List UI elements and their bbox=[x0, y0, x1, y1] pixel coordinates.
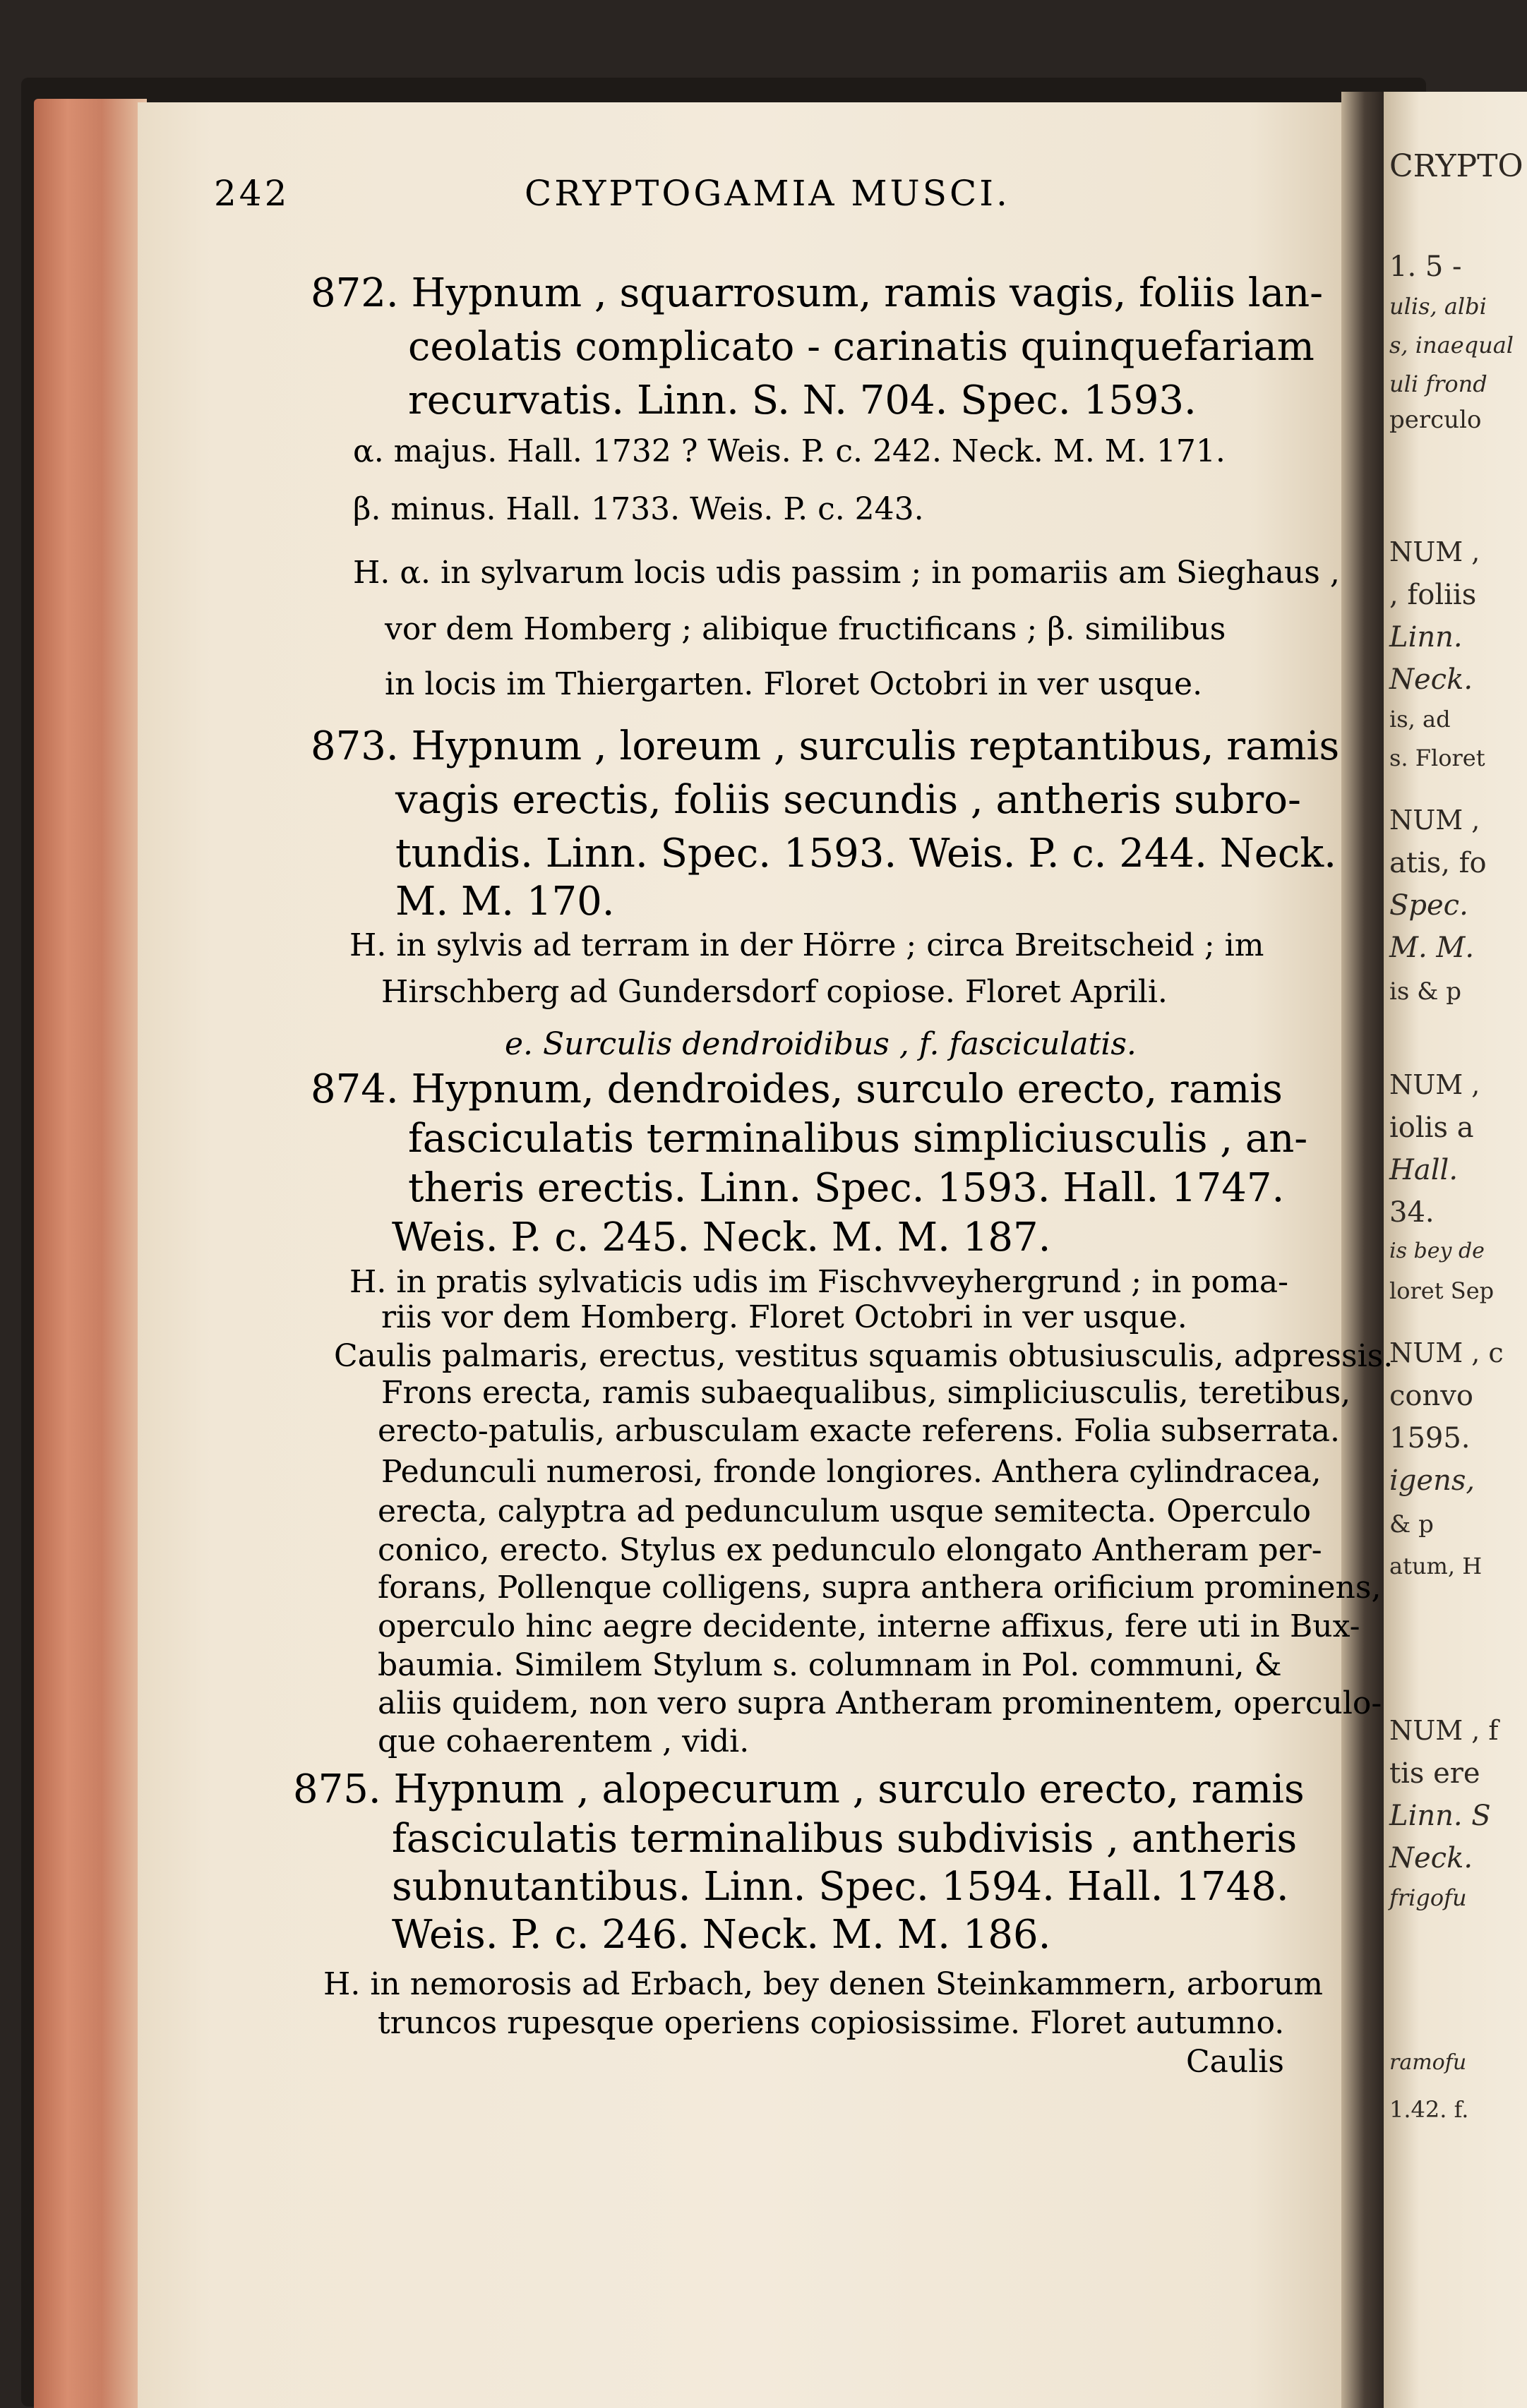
right-page-line: is, ad bbox=[1389, 706, 1451, 733]
right-page-line: tis ere bbox=[1389, 1757, 1480, 1790]
description-line: erecto-patulis, arbusculam exacte referens. Folia subserrata. bbox=[378, 1413, 1340, 1449]
running-title: CRYPTOGAMIA MUSCI. bbox=[525, 173, 1010, 214]
description-line: aliis quidem, non vero supra Antheram prominentem, operculo- bbox=[378, 1685, 1382, 1721]
right-page-line: Spec. bbox=[1389, 889, 1468, 922]
right-page-line: s, inaequal bbox=[1389, 332, 1514, 359]
right-page-line: NUM , bbox=[1389, 536, 1480, 567]
right-page-line: NUM , c bbox=[1389, 1337, 1504, 1368]
entry-873-line-4: M. M. 170. bbox=[395, 879, 615, 925]
entry-874-line-2: fasciculatis terminalibus simpliciusculis , an- bbox=[408, 1116, 1308, 1162]
habitat-line: H. in sylvis ad terram in der Hörre ; circa Breitscheid ; im bbox=[349, 927, 1264, 963]
right-page-line: atum, H bbox=[1389, 1553, 1483, 1579]
variety-beta: β. minus. Hall. 1733. Weis. P. c. 243. bbox=[353, 491, 924, 527]
right-page-line: CRYPTO bbox=[1389, 148, 1523, 184]
right-page-line: is & p bbox=[1389, 977, 1461, 1006]
right-page-fragment bbox=[1384, 92, 1527, 2408]
book-gutter bbox=[1341, 92, 1384, 2408]
entry-874-line-1: 874. Hypnum, dendroides, surculo erecto, ramis bbox=[311, 1066, 1283, 1112]
variety-alpha: α. majus. Hall. 1732 ? Weis. P. c. 242. Neck. M. M. 171. bbox=[353, 433, 1226, 469]
right-page-line: perculo bbox=[1389, 406, 1482, 434]
description-line: baumia. Similem Stylum s. columnam in Pol. communi, & bbox=[378, 1647, 1282, 1683]
page-edges bbox=[34, 99, 147, 2408]
description-line: erecta, calyptra ad pedunculum usque semitecta. Operculo bbox=[378, 1493, 1312, 1529]
habitat-line: Hirschberg ad Gundersdorf copiose. Floret Aprili. bbox=[381, 974, 1168, 1010]
right-page-line: convo bbox=[1389, 1380, 1473, 1412]
right-page-line: loret Sep bbox=[1389, 1277, 1495, 1304]
right-page-line: Linn. bbox=[1389, 621, 1463, 654]
right-page-line: Neck. bbox=[1389, 1842, 1473, 1874]
habitat-line: in locis im Thiergarten. Floret Octobri in ver usque. bbox=[385, 666, 1203, 702]
right-page-line: Neck. bbox=[1389, 663, 1473, 696]
description-line: conico, erecto. Stylus ex pedunculo elongato Antheram per- bbox=[378, 1532, 1322, 1568]
entry-872-line-1: 872. Hypnum , squarrosum, ramis vagis, foliis lan- bbox=[311, 270, 1324, 316]
entry-874-line-3: theris erectis. Linn. Spec. 1593. Hall. 1747. bbox=[408, 1165, 1285, 1211]
description-line: que cohaerentem , vidi. bbox=[378, 1723, 750, 1759]
right-page-line: 34. bbox=[1389, 1196, 1435, 1229]
right-page-line: igens, bbox=[1389, 1464, 1475, 1497]
entry-872-line-2: ceolatis complicato - carinatis quinquefariam bbox=[408, 324, 1315, 370]
entry-875-line-1: 875. Hypnum , alopecurum , surculo erecto, ramis bbox=[293, 1766, 1305, 1812]
right-page-line: uli frond bbox=[1389, 371, 1487, 397]
right-page-line: Linn. S bbox=[1389, 1800, 1491, 1832]
right-page-line: frigofu bbox=[1389, 1884, 1467, 1911]
right-page-line: 1. 5 - bbox=[1389, 251, 1462, 283]
right-page-line: Hall. bbox=[1389, 1154, 1459, 1186]
entry-875-line-2: fasciculatis terminalibus subdivisis , antheris bbox=[392, 1816, 1298, 1862]
entry-873-line-2: vagis erectis, foliis secundis , antheris subro- bbox=[395, 777, 1301, 823]
right-page-line: ramofu bbox=[1389, 2050, 1467, 2075]
habitat-line: truncos rupesque operiens copiosissime. Floret autumno. bbox=[378, 2005, 1285, 2041]
right-page-line: ulis, albi bbox=[1389, 293, 1487, 320]
page-number: 242 bbox=[214, 173, 290, 214]
right-page-line: s. Floret bbox=[1389, 745, 1485, 771]
right-page-line: NUM , bbox=[1389, 805, 1480, 836]
habitat-line: H. α. in sylvarum locis udis passim ; in pomariis am Sieghaus , bbox=[353, 555, 1340, 591]
habitat-line: vor dem Homberg ; alibique fructificans ; β. similibus bbox=[385, 611, 1226, 647]
right-page-line: atis, fo bbox=[1389, 847, 1487, 879]
description-line: Frons erecta, ramis subaequalibus, simpliciusculis, teretibus, bbox=[381, 1375, 1351, 1411]
right-page-line: M. M. bbox=[1389, 932, 1475, 964]
habitat-line: H. in nemorosis ad Erbach, bey denen Steinkammern, arborum bbox=[323, 1966, 1323, 2002]
right-page-line: 1.42. f. bbox=[1389, 2096, 1469, 2123]
right-page-line: , foliis bbox=[1389, 579, 1477, 611]
right-page-line: NUM , bbox=[1389, 1069, 1480, 1100]
entry-873-line-3: tundis. Linn. Spec. 1593. Weis. P. c. 244. Neck. bbox=[395, 831, 1337, 877]
entry-875-line-4: Weis. P. c. 246. Neck. M. M. 186. bbox=[392, 1912, 1051, 1958]
description-line: Caulis palmaris, erectus, vestitus squamis obtusiusculis, adpressis. bbox=[334, 1338, 1394, 1374]
right-page-line: NUM , f bbox=[1389, 1715, 1499, 1746]
description-line: forans, Pollenque colligens, supra anthera orificium prominens, bbox=[378, 1570, 1382, 1606]
entry-874-line-4: Weis. P. c. 245. Neck. M. M. 187. bbox=[392, 1215, 1051, 1260]
description-line: operculo hinc aegre decidente, interne affixus, fere uti in Bux- bbox=[378, 1608, 1360, 1644]
right-page-line: & p bbox=[1389, 1510, 1434, 1539]
entry-872-line-3: recurvatis. Linn. S. N. 704. Spec. 1593. bbox=[408, 378, 1197, 423]
entry-875-line-3: subnutantibus. Linn. Spec. 1594. Hall. 1748. bbox=[392, 1864, 1289, 1910]
entry-873-line-1: 873. Hypnum , loreum , surculis reptantibus, ramis bbox=[311, 723, 1340, 769]
right-page-line: iolis a bbox=[1389, 1112, 1474, 1144]
habitat-line: riis vor dem Homberg. Floret Octobri in ver usque. bbox=[381, 1299, 1187, 1335]
description-line: Pedunculi numerosi, fronde longiores. Anthera cylindracea, bbox=[381, 1454, 1322, 1490]
habitat-line: H. in pratis sylvaticis udis im Fischvveyhergrund ; in poma- bbox=[349, 1264, 1288, 1300]
section-heading: e. Surculis dendroidibus , f. fasciculatis. bbox=[505, 1026, 1137, 1062]
catchword: Caulis bbox=[1186, 2044, 1284, 2080]
right-page-line: is bey de bbox=[1389, 1239, 1485, 1263]
right-page-line: 1595. bbox=[1389, 1422, 1471, 1455]
